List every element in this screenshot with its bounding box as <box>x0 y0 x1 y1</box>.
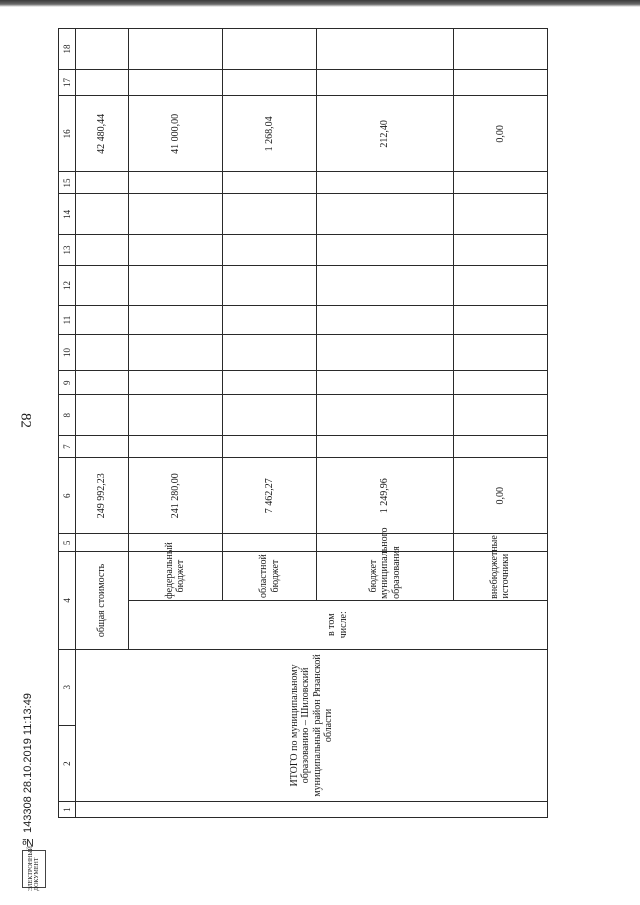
table-row <box>76 29 129 818</box>
value-cell: 42 480,44 <box>76 96 129 172</box>
value-cell: 0,00 <box>453 458 547 534</box>
col-num: 18 <box>59 29 76 70</box>
col-num: 10 <box>59 334 76 371</box>
table-sheet <box>58 28 548 818</box>
col-num: 16 <box>59 96 76 172</box>
financing-table <box>58 28 548 818</box>
value-cell: 7 462,27 <box>223 458 317 534</box>
row-label: внебюджетные источники <box>453 552 547 601</box>
row-label: бюджет муниципального образования <box>317 552 453 601</box>
value-cell: 249 992,23 <box>76 458 129 534</box>
col-num: 8 <box>59 395 76 436</box>
col-num: 2 <box>59 725 76 801</box>
col-num: 3 <box>59 649 76 725</box>
col-num: 9 <box>59 371 76 395</box>
including-label: в том числе: <box>128 600 547 649</box>
col-num: 15 <box>59 172 76 194</box>
col-num: 13 <box>59 235 76 265</box>
col-num: 7 <box>59 436 76 458</box>
row-label: областной бюджет <box>223 552 317 601</box>
rotated-table-area <box>58 28 548 818</box>
col-num: 6 <box>59 458 76 534</box>
col-num: 17 <box>59 69 76 95</box>
col-num: 4 <box>59 552 76 649</box>
registration-stamp <box>22 693 44 892</box>
total-label: ИТОГО по муниципальному образованию – Шиловский муниципальный район Рязанской области <box>76 649 548 802</box>
value-cell: 0,00 <box>453 96 547 172</box>
scan-top-edge <box>0 0 640 7</box>
col-num: 5 <box>59 534 76 552</box>
row-label: федеральный бюджет <box>128 552 222 601</box>
value-cell: 212,40 <box>317 96 453 172</box>
value-cell: 41 000,00 <box>128 96 222 172</box>
col-num: 1 <box>59 802 76 818</box>
col-num: 14 <box>59 194 76 235</box>
col-num: 12 <box>59 265 76 306</box>
value-cell: 1 249,96 <box>317 458 453 534</box>
row-label: общая стоимость <box>76 552 129 649</box>
stamp-logo: ЭЛЕКТРОННЫЙ ДОКУМЕНТ <box>22 850 46 888</box>
column-number-row <box>59 29 76 818</box>
page-number: 82 <box>17 413 34 428</box>
col-num: 11 <box>59 306 76 334</box>
value-cell: 241 280,00 <box>128 458 222 534</box>
stamp-text: № 143308 28.10.2019 11:13:49 <box>22 693 34 848</box>
value-cell: 1 268,04 <box>223 96 317 172</box>
